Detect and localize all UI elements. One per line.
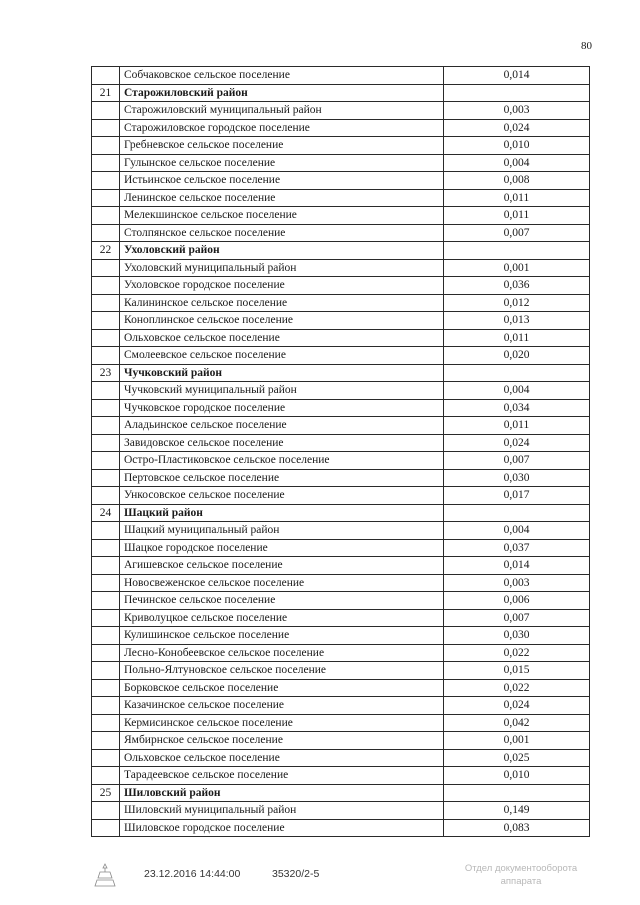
row-number-cell: [92, 294, 120, 312]
table-row: [92, 312, 590, 330]
row-number-cell: [92, 137, 120, 155]
settlement-name-cell: Завидовское сельское поселение: [120, 434, 444, 452]
table-row: [92, 714, 590, 732]
row-number-cell: 21: [92, 84, 120, 102]
row-number-cell: [92, 189, 120, 207]
seal-icon: [92, 862, 118, 888]
district-name-cell: Ухоловский район: [120, 242, 444, 260]
row-number-cell: [92, 522, 120, 540]
row-number-cell: [92, 102, 120, 120]
settlement-name-cell: Ольховское сельское поселение: [120, 749, 444, 767]
settlement-name-cell: Старожиловский муниципальный район: [120, 102, 444, 120]
row-number-cell: [92, 67, 120, 85]
table-row: [92, 662, 590, 680]
table-row: [92, 382, 590, 400]
value-cell: 0,022: [444, 644, 590, 662]
row-number-cell: [92, 539, 120, 557]
footer-timestamp: 23.12.2016 14:44:00: [144, 868, 241, 880]
settlement-name-cell: Мелекшинское сельское поселение: [120, 207, 444, 225]
row-number-cell: [92, 312, 120, 330]
value-cell: 0,007: [444, 609, 590, 627]
settlement-name-cell: Тарадеевское сельское поселение: [120, 767, 444, 785]
value-cell: 0,037: [444, 539, 590, 557]
value-cell: [444, 84, 590, 102]
value-cell: 0,001: [444, 259, 590, 277]
table-row: [92, 469, 590, 487]
value-cell: [444, 364, 590, 382]
row-number-cell: 25: [92, 784, 120, 802]
table-row: [92, 802, 590, 820]
row-number-cell: [92, 417, 120, 435]
table-row: [92, 697, 590, 715]
page-number: 80: [581, 40, 592, 52]
value-cell: 0,024: [444, 697, 590, 715]
table-row: [92, 522, 590, 540]
district-row: [92, 504, 590, 522]
settlement-name-cell: Польно-Ялтуновское сельское поселение: [120, 662, 444, 680]
district-name-cell: Шацкий район: [120, 504, 444, 522]
district-name-cell: Старожиловский район: [120, 84, 444, 102]
value-cell: 0,003: [444, 574, 590, 592]
settlement-name-cell: Ункосовское сельское поселение: [120, 487, 444, 505]
value-cell: 0,012: [444, 294, 590, 312]
value-cell: 0,007: [444, 452, 590, 470]
row-number-cell: [92, 207, 120, 225]
table-row: [92, 749, 590, 767]
table-row: [92, 609, 590, 627]
table-row: [92, 819, 590, 837]
row-number-cell: [92, 819, 120, 837]
table-body: [92, 67, 590, 837]
row-number-cell: 24: [92, 504, 120, 522]
table-row: [92, 539, 590, 557]
district-name-cell: Чучковский район: [120, 364, 444, 382]
value-cell: 0,003: [444, 102, 590, 120]
row-number-cell: [92, 714, 120, 732]
table-row: [92, 644, 590, 662]
settlement-name-cell: Ухоловский муниципальный район: [120, 259, 444, 277]
settlement-name-cell: Гребневское сельское поселение: [120, 137, 444, 155]
value-cell: [444, 784, 590, 802]
row-number-cell: [92, 487, 120, 505]
table-row: [92, 679, 590, 697]
district-row: [92, 84, 590, 102]
settlement-name-cell: Новосвеженское сельское поселение: [120, 574, 444, 592]
table-row: [92, 732, 590, 750]
row-number-cell: [92, 434, 120, 452]
table-row: [92, 329, 590, 347]
value-cell: 0,004: [444, 522, 590, 540]
row-number-cell: [92, 627, 120, 645]
district-name-cell: Шиловский район: [120, 784, 444, 802]
value-cell: 0,083: [444, 819, 590, 837]
settlement-name-cell: Кермисинское сельское поселение: [120, 714, 444, 732]
row-number-cell: [92, 224, 120, 242]
value-cell: 0,013: [444, 312, 590, 330]
table-row: [92, 574, 590, 592]
row-number-cell: [92, 329, 120, 347]
value-cell: 0,010: [444, 137, 590, 155]
value-cell: 0,001: [444, 732, 590, 750]
row-number-cell: [92, 592, 120, 610]
district-row: [92, 364, 590, 382]
settlement-name-cell: Шиловское городское поселение: [120, 819, 444, 837]
table-row: [92, 137, 590, 155]
settlement-name-cell: Калининское сельское поселение: [120, 294, 444, 312]
row-number-cell: 22: [92, 242, 120, 260]
value-cell: 0,004: [444, 154, 590, 172]
footer-watermark: [446, 862, 596, 888]
row-number-cell: [92, 697, 120, 715]
table-row: [92, 627, 590, 645]
value-cell: 0,036: [444, 277, 590, 295]
row-number-cell: [92, 574, 120, 592]
table-row: [92, 277, 590, 295]
settlement-name-cell: Шиловский муниципальный район: [120, 802, 444, 820]
table-row: [92, 592, 590, 610]
row-number-cell: 23: [92, 364, 120, 382]
settlement-name-cell: Ленинское сельское поселение: [120, 189, 444, 207]
row-number-cell: [92, 399, 120, 417]
table-row: [92, 102, 590, 120]
value-cell: 0,011: [444, 207, 590, 225]
row-number-cell: [92, 767, 120, 785]
table-row: [92, 67, 590, 85]
settlement-name-cell: Старожиловское городское поселение: [120, 119, 444, 137]
settlement-name-cell: Чучковский муниципальный район: [120, 382, 444, 400]
value-cell: 0,042: [444, 714, 590, 732]
row-number-cell: [92, 154, 120, 172]
settlement-name-cell: Чучковское городское поселение: [120, 399, 444, 417]
table-row: [92, 172, 590, 190]
table-row: [92, 452, 590, 470]
value-cell: 0,030: [444, 469, 590, 487]
table-row: [92, 224, 590, 242]
settlement-name-cell: Кулишинское сельское поселение: [120, 627, 444, 645]
row-number-cell: [92, 732, 120, 750]
page-footer: [0, 862, 640, 892]
row-number-cell: [92, 557, 120, 575]
settlement-name-cell: Лесно-Конобеевское сельское поселение: [120, 644, 444, 662]
settlement-name-cell: Агишевское сельское поселение: [120, 557, 444, 575]
value-cell: 0,034: [444, 399, 590, 417]
district-row: [92, 784, 590, 802]
settlement-name-cell: Шацкий муниципальный район: [120, 522, 444, 540]
value-cell: 0,025: [444, 749, 590, 767]
value-cell: [444, 242, 590, 260]
table-row: [92, 557, 590, 575]
value-cell: 0,014: [444, 557, 590, 575]
table-row: [92, 399, 590, 417]
value-cell: 0,015: [444, 662, 590, 680]
row-number-cell: [92, 277, 120, 295]
settlement-name-cell: Столпянское сельское поселение: [120, 224, 444, 242]
value-cell: 0,006: [444, 592, 590, 610]
row-number-cell: [92, 609, 120, 627]
settlement-name-cell: Ольховское сельское поселение: [120, 329, 444, 347]
settlement-name-cell: Истьинское сельское поселение: [120, 172, 444, 190]
value-cell: 0,010: [444, 767, 590, 785]
table-row: [92, 259, 590, 277]
table-row: [92, 189, 590, 207]
settlement-name-cell: Аладьинское сельское поселение: [120, 417, 444, 435]
settlement-name-cell: Остро-Пластиковское сельское поселение: [120, 452, 444, 470]
row-number-cell: [92, 644, 120, 662]
row-number-cell: [92, 347, 120, 365]
settlement-name-cell: Шацкое городское поселение: [120, 539, 444, 557]
table-row: [92, 207, 590, 225]
value-cell: 0,014: [444, 67, 590, 85]
settlement-name-cell: Гулынское сельское поселение: [120, 154, 444, 172]
value-cell: 0,017: [444, 487, 590, 505]
settlement-name-cell: Криволуцкое сельское поселение: [120, 609, 444, 627]
value-cell: 0,011: [444, 189, 590, 207]
value-cell: 0,004: [444, 382, 590, 400]
table-row: [92, 434, 590, 452]
settlement-name-cell: Пертовское сельское поселение: [120, 469, 444, 487]
table-row: [92, 294, 590, 312]
watermark-line-2: аппарата: [500, 876, 542, 887]
table-row: [92, 767, 590, 785]
settlement-name-cell: Ухоловское городское поселение: [120, 277, 444, 295]
value-cell: [444, 504, 590, 522]
row-number-cell: [92, 119, 120, 137]
district-row: [92, 242, 590, 260]
table-row: [92, 347, 590, 365]
table-row: [92, 417, 590, 435]
value-cell: 0,008: [444, 172, 590, 190]
settlement-name-cell: Казачинское сельское поселение: [120, 697, 444, 715]
value-cell: 0,011: [444, 329, 590, 347]
value-cell: 0,020: [444, 347, 590, 365]
settlement-name-cell: Смолеевское сельское поселение: [120, 347, 444, 365]
value-cell: 0,022: [444, 679, 590, 697]
settlement-name-cell: Ямбирнское сельское поселение: [120, 732, 444, 750]
row-number-cell: [92, 259, 120, 277]
row-number-cell: [92, 662, 120, 680]
settlement-name-cell: Печинское сельское поселение: [120, 592, 444, 610]
row-number-cell: [92, 679, 120, 697]
value-cell: 0,024: [444, 119, 590, 137]
table-row: [92, 119, 590, 137]
row-number-cell: [92, 452, 120, 470]
table-row: [92, 487, 590, 505]
watermark-line-1: Отдел документооборота: [464, 863, 578, 874]
value-cell: 0,149: [444, 802, 590, 820]
row-number-cell: [92, 749, 120, 767]
footer-doc-code: 35320/2-5: [272, 868, 320, 880]
row-number-cell: [92, 172, 120, 190]
value-cell: 0,030: [444, 627, 590, 645]
value-cell: 0,011: [444, 417, 590, 435]
row-number-cell: [92, 802, 120, 820]
allocation-table: [91, 66, 590, 837]
table-row: [92, 154, 590, 172]
settlement-name-cell: Борковское сельское поселение: [120, 679, 444, 697]
value-cell: 0,007: [444, 224, 590, 242]
settlement-name-cell: Собчаковское сельское поселение: [120, 67, 444, 85]
value-cell: 0,024: [444, 434, 590, 452]
settlement-name-cell: Коноплинское сельское поселение: [120, 312, 444, 330]
row-number-cell: [92, 382, 120, 400]
row-number-cell: [92, 469, 120, 487]
